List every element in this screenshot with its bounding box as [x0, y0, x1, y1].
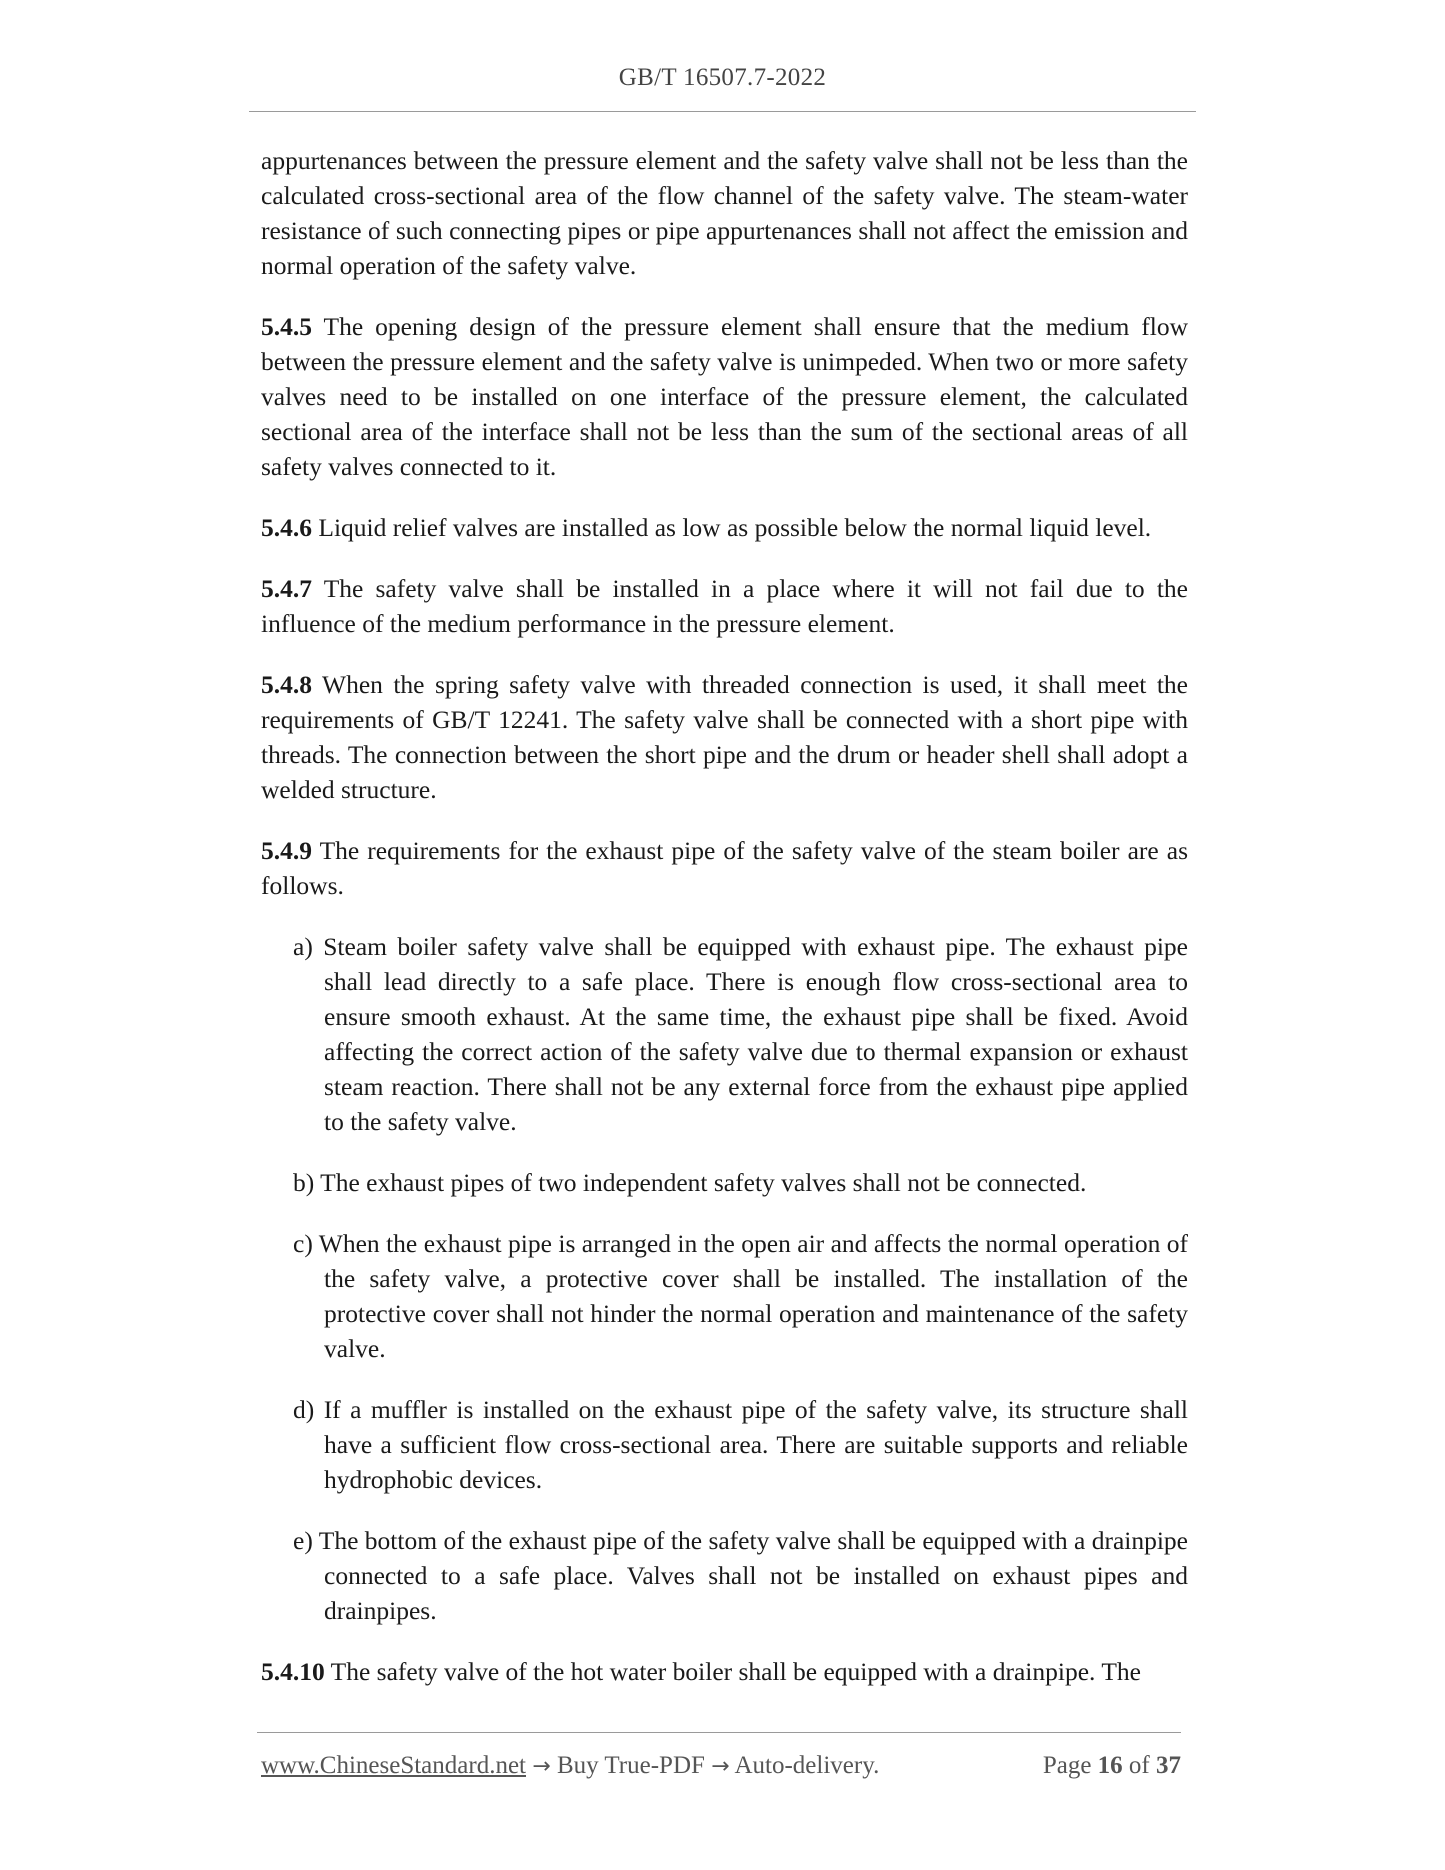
current-page-number: 16 [1097, 1752, 1123, 1779]
clause-number: 5.4.9 [261, 836, 312, 865]
clause-number: 5.4.5 [261, 312, 312, 341]
clause-number: 5.4.7 [261, 574, 312, 603]
page-label: Page [1042, 1752, 1092, 1779]
document-id-header: GB/T 16507.7-2022 [618, 64, 827, 91]
clause-text: The opening design of the pressure element shall ensure that the medium flow between the pressure element and the safety valve is unimpeded. When two or more safety valves need to be installed on one interface of the pressure element, the calculated sectional area of the interface shall not be less than the sum of the sectional areas of all safety valves connected to it. [261, 312, 1188, 481]
clause-text: The safety valve shall be installed in a place where it will not fail due to the influence of the medium performance in the pressure element. [261, 574, 1188, 638]
clause-text: Liquid relief valves are installed as low as possible below the normal liquid level. [312, 513, 1152, 542]
clause-number: 5.4.8 [261, 670, 312, 699]
list-item-a: a) Steam boiler safety valve shall be equipped with exhaust pipe. The exhaust pipe shall lead directly to a safe place. There is enough flow cross-sectional area to ensure smooth exhaust. At the same time, the exhaust pipe shall be fixed. Avoid affecting the correct action of the safety valve due to thermal expansion or exhaust steam reaction. There shall not be any external force from the exhaust pipe applied to the safety valve. [293, 932, 1188, 1136]
page-indicator [1043, 1752, 1181, 1780]
clause-5-4-5 [261, 309, 1188, 484]
list-item-d: d) If a muffler is installed on the exhaust pipe of the safety valve, its structure shall have a sufficient flow cross-sectional area. There are suitable supports and reliable hydrophobic devices. [293, 1395, 1188, 1494]
footer-divider [257, 1732, 1181, 1733]
clause-text: The safety valve of the hot water boiler shall be equipped with a drainpipe. The [324, 1657, 1141, 1686]
continued-paragraph: appurtenances between the pressure element and the safety valve shall not be less than the calculated cross-sectional area of the flow channel of the safety valve. The steam-water resistance of such connecting pipes or pipe appurtenances shall not affect the emission and normal operation of the safety valve. [261, 146, 1188, 280]
header-divider [249, 111, 1196, 112]
arrow-right-icon: → [711, 1754, 730, 1779]
buy-text: Buy True-PDF [550, 1752, 712, 1779]
total-pages-number: 37 [1156, 1752, 1181, 1779]
delivery-text: Auto-delivery. [729, 1752, 880, 1779]
clause-number: 5.4.6 [261, 513, 312, 542]
clause-5-4-6 [261, 510, 1188, 545]
arrow-right-icon: → [532, 1754, 551, 1779]
website-link[interactable]: www.ChineseStandard.net [261, 1752, 526, 1779]
clause-text: When the spring safety valve with threaded connection is used, it shall meet the requirements of GB/T 12241. The safety valve shall be connected with a short pipe with threads. The connection between the short pipe and the drum or header shell shall adopt a welded structure. [261, 670, 1188, 804]
clause-number: 5.4.10 [261, 1657, 325, 1686]
list-item-b: b) The exhaust pipes of two independent safety valves shall not be connected. [293, 1168, 1087, 1197]
clause-5-4-10 [261, 1654, 1188, 1689]
list-item-c: c) When the exhaust pipe is arranged in the open air and affects the normal operation of the safety valve, a protective cover shall be installed. The installation of the protective cover shall not hinder the normal operation and maintenance of the safety valve. [293, 1229, 1188, 1363]
clause-5-4-8 [261, 667, 1188, 807]
footer-promo [261, 1752, 879, 1780]
of-label: of [1128, 1752, 1150, 1779]
page-body [261, 143, 1188, 1715]
list-item-e: e) The bottom of the exhaust pipe of the safety valve shall be equipped with a drainpipe connected to a safe place. Valves shall not be installed on exhaust pipes and drainpipes. [293, 1526, 1188, 1625]
clause-text: The requirements for the exhaust pipe of the safety valve of the steam boiler are as follows. [261, 836, 1188, 900]
clause-5-4-9 [261, 833, 1188, 903]
clause-5-4-7 [261, 571, 1188, 641]
